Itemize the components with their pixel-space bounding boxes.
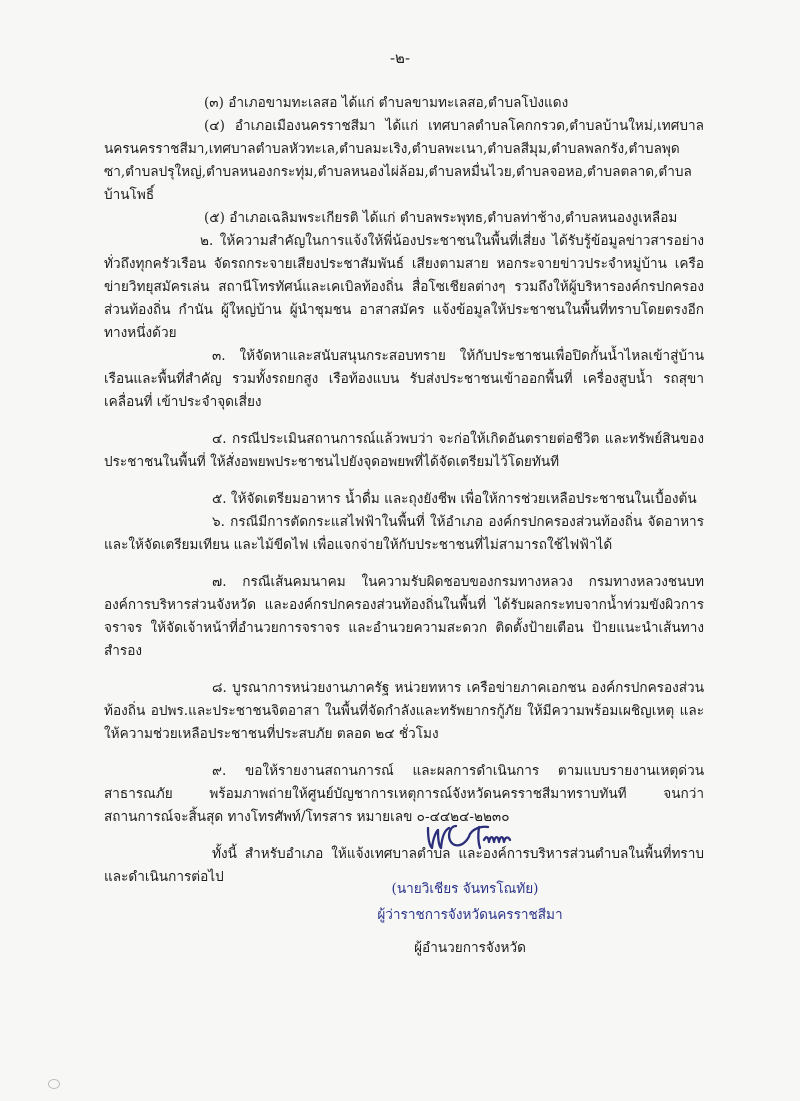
- paragraph-item-4: ๔. กรณีประเมินสถานการณ์แล้วพบว่า จะก่อให้เกิดอันตรายต่อชีวิต และทรัพย์สินของประชาชนในพื้นที่ ให้สั่งอพยพประชาชนไปยังจุดอพยพที่ได้จัดเตรียมไว้โดยทันที: [104, 431, 704, 470]
- paragraph-item-6: ๖. กรณีมีการตัดกระแสไฟฟ้าในพื้นที่ ให้อำเภอ องค์กรปกครองส่วนท้องถิ่น จัดอาหารและให้จัดเตรียมเทียน และไม้ขีดไฟ เพื่อแจกจ่ายให้กับประชาชนที่ไม่สามารถใช้ไฟฟ้าได้: [104, 514, 704, 553]
- paragraph-closing: ทั้งนี้ สำหรับอำเภอ ให้แจ้งเทศบาลตำบล และองค์การบริหารส่วนตำบลในพื้นที่ทราบและดำเนินการต่อไป: [104, 846, 704, 885]
- paragraph-item-9: ๙. ขอให้รายงานสถานการณ์ และผลการดำเนินการ ตามแบบรายงานเหตุด่วนสาธารณภัย พร้อมภาพถ่ายให้ศูนย์บัญชาการเหตุการณ์จังหวัดนครราชสีมาทราบทันที จนกว่าสถานการณ์จะสิ้นสุด ทางโทรศัพท์/โทรสาร หมายเลข ๐-๔๔๒๔-๒๒๓๐: [104, 763, 704, 825]
- signer-name: (นายวิเชียร จันทรโณทัย): [391, 881, 539, 897]
- signer-title: ผู้ว่าราชการจังหวัดนครราชสีมา: [377, 907, 563, 923]
- page-number: -๒-: [389, 49, 411, 67]
- paragraph-item-8: ๘. บูรณาการหน่วยงานภาครัฐ หน่วยทหาร เครือข่ายภาคเอกชน องค์กรปกครองส่วนท้องถิ่น อปพร.และประชาชนจิตอาสา ในพื้นที่จัดกำลังและทรัพยากรกู้ภัย ให้มีความพร้อมเผชิญเหตุ และให้ความช่วยเหลือประชาชนที่ประสบภัย ตลอด ๒๔ ชั่วโมง: [104, 680, 704, 742]
- paragraph-item-5: ๕. ให้จัดเตรียมอาหาร น้ำดื่ม และถุงยังชีพ เพื่อให้การช่วยเหลือประชาชนในเบื้องต้น: [212, 491, 697, 507]
- paragraph-item-2: ๒. ให้ความสำคัญในการแจ้งให้พี่น้องประชาชนในพื้นที่เสี่ยง ได้รับรู้ข้อมูลข่าวสารอย่างทั่วถึงทุกครัวเรือน จัดรถกระจายเสียงประชาสัมพันธ์ เสียงตามสาย หอกระจายข่าวประจำหมู่บ้าน เครือข่ายวิทยุสมัครเล่น สถานีโทรทัศน์และเคเบิลท้องถิ่น สื่อโซเชียลต่างๆ รวมถึงให้ผู้บริหารองค์กรปกครองส่วนท้องถิ่น กำนัน ผู้ใหญ่บ้าน ผู้นำชุมชน อาสาสมัคร แจ้งข้อมูลให้ประชาชนในพื้นที่ทราบโดยตรงอีกทางหนึ่งด้วย: [104, 233, 704, 341]
- document-body: [104, 92, 704, 889]
- paragraph-district-5: (๕) อำเภอเฉลิมพระเกียรติ ได้แก่ ตำบลพระพุทธ,ตำบลท่าช้าง,ตำบลหนองงูเหลือม: [204, 210, 678, 226]
- scan-artifact: [48, 1079, 60, 1089]
- signer-role: ผู้อำนวยการจังหวัด: [414, 940, 526, 956]
- paragraph-district-4: (๔) อำเภอเมืองนครราชสีมา ได้แก่ เทศบาลตำบลโคกกรวด,ตำบลบ้านใหม่,เทศบาลนครนครราชสีมา,เทศบาลตำบลหัวทะเล,ตำบลมะเริง,ตำบลพะเนา,ตำบลสีมุม,ตำบลพลกรัง,ตำบลพุดซา,ตำบลปรุใหญ่,ตำบลหนองกระทุ่ม,ตำบลหนองไผ่ล้อม,ตำบลหมื่นไวย,ตำบลจอหอ,ตำบลตลาด,ตำบลบ้านโพธิ์: [104, 118, 704, 203]
- handwritten-signature: [422, 818, 524, 854]
- paragraph-district-3: (๓) อำเภอขามทะเลสอ ได้แก่ ตำบลขามทะเลสอ,ตำบลโป่งแดง: [204, 95, 569, 111]
- paragraph-item-3: ๓. ให้จัดหาและสนับสนุนกระสอบทราย ให้กับประชาชนเพื่อปิดกั้นน้ำไหลเข้าสู่บ้านเรือนและพื้นที่สำคัญ รวมทั้งรถยกสูง เรือท้องแบน รับส่งประชาชนเข้าออกพื้นที่ เครื่องสูบน้ำ รถสุขาเคลื่อนที่ เข้าประจำจุดเสี่ยง: [104, 348, 704, 410]
- paragraph-item-7: ๗. กรณีเส้นคมนาคม ในความรับผิดชอบของกรมทางหลวง กรมทางหลวงชนบท องค์การบริหารส่วนจังหวัด และองค์กรปกครองส่วนท้องถิ่นในพื้นที่ ได้รับผลกระทบจากน้ำท่วมขังผิวการจราจร ให้จัดเจ้าหน้าที่อำนวยการจราจร และอำนวยความสะดวก ติดตั้งป้ายเตือน ป้ายแนะนำเส้นทางสำรอง: [104, 574, 704, 659]
